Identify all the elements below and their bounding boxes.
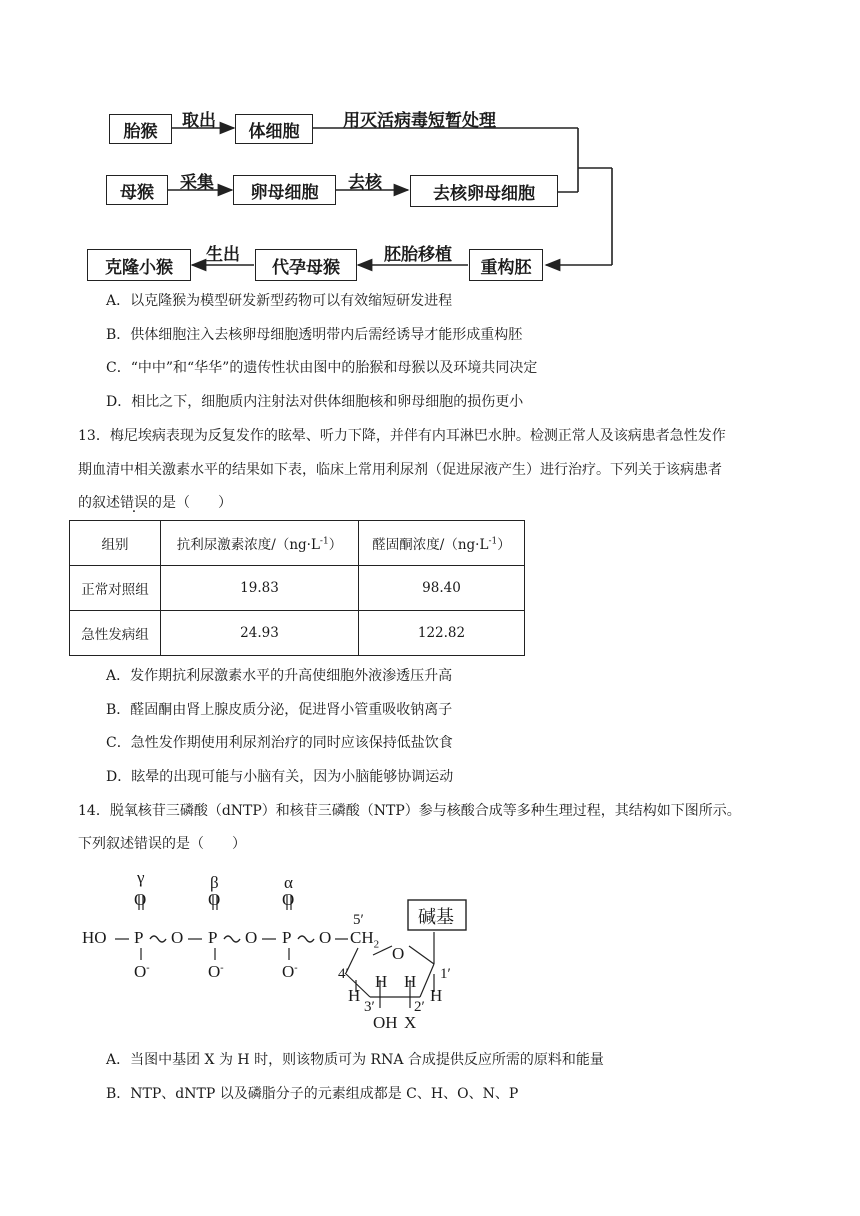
table-cell: 正常对照组 xyxy=(70,566,161,611)
atom-ho: HO xyxy=(82,928,107,947)
hormone-table xyxy=(69,520,525,656)
node-enucleated-oocyte: 去核卵母细胞 xyxy=(410,175,558,207)
table-header-adh: 抗利尿激素浓度$/(ng\cdot L^{-1})$ xyxy=(161,521,359,566)
q13-stem-line1: 13．梅尼埃病表现为反复发作的眩晕、听力下降，并伴有内耳淋巴水肿。检测正常人及该病患者急性发作 xyxy=(78,428,726,444)
label-embryo-transfer: 胚胎移植 xyxy=(384,245,452,265)
atom-ring-o: O xyxy=(392,944,405,963)
node-mother-monkey: 母猴 xyxy=(106,175,168,205)
q13-stem-line2: 期血清中相关激素水平的结果如下表，临床上常用利尿剂（促进尿液产生）进行治疗。下列关于该病患者 xyxy=(78,462,722,478)
q12-option-c: C．“中中”和“华华”的遗传性状由图中的胎猴和母猴以及环境共同决定 xyxy=(106,360,538,376)
label-2-prime: 2′ xyxy=(414,999,425,1015)
label-1-prime: 1′ xyxy=(440,966,451,982)
table-cell: 急性发病组 xyxy=(70,611,161,656)
table-row xyxy=(70,611,525,656)
table-cell: 98.40 xyxy=(359,566,525,611)
node-reconstructed-embryo: 重构胚 xyxy=(469,249,543,281)
atom-o-minus: O- xyxy=(134,962,150,981)
atom-oh: OH xyxy=(373,1013,398,1032)
label-alpha: α xyxy=(284,873,293,892)
atom-o: O xyxy=(319,928,332,947)
base-box: 碱基 xyxy=(418,907,454,928)
node-somatic-cell: 体细胞 xyxy=(235,114,313,144)
structure-bonds xyxy=(0,860,860,1040)
q14-option-a: A．当图中基团 X 为 H 时，则该物质可为 RNA 合成提供反应所需的原料和能量 xyxy=(106,1052,604,1068)
label-birth: 生出 xyxy=(206,245,240,265)
q13-stem-line3 xyxy=(78,493,232,513)
q14-stem-line2: 下列叙述错误的是（ ） xyxy=(78,836,246,852)
label-beta: β xyxy=(210,873,219,892)
q13-option-a: A．发作期抗利尿激素水平的升高使细胞外液渗透压升高 xyxy=(106,668,453,684)
q12-option-d: D．相比之下，细胞质内注射法对供体细胞核和卵母细胞的损伤更小 xyxy=(106,394,524,410)
atom-o: O xyxy=(208,890,221,909)
atom-h: H xyxy=(348,986,361,1005)
atom-p: P xyxy=(208,928,218,947)
node-surrogate-mother: 代孕母猴 xyxy=(255,249,357,281)
node-oocyte: 卵母细胞 xyxy=(233,175,336,205)
q13-stem-text: 的叙述 xyxy=(78,495,120,511)
q12-option-b: B．供体细胞注入去核卵母细胞透明带内后需经诱导才能形成重构胚 xyxy=(106,327,523,343)
label-4-prime: 4′ xyxy=(338,966,349,982)
q13-stem-end: 的是（ ） xyxy=(148,495,232,511)
label-3-prime: 3′ xyxy=(364,999,375,1015)
q13-option-b: B．醛固酮由肾上腺皮质分泌，促进肾小管重吸收钠离子 xyxy=(106,702,453,718)
atom-o: O xyxy=(245,928,258,947)
atom-x: X xyxy=(404,1013,417,1032)
label-5-prime: 5′ xyxy=(353,912,364,928)
atom-o: O xyxy=(282,890,295,909)
table-row xyxy=(70,566,525,611)
table-header-group: 组别 xyxy=(70,521,161,566)
table-cell: 24.93 xyxy=(161,611,359,656)
label-take-out: 取出 xyxy=(182,111,216,131)
atom-o: O xyxy=(171,928,184,947)
q14-option-b: B．NTP、dNTP 以及磷脂分子的元素组成都是 C、H、O、N、P xyxy=(106,1086,519,1102)
q12-option-a: A．以克隆猴为模型研发新型药物可以有效缩短研发进程 xyxy=(106,293,453,309)
table-header-aldosterone: 醛固酮浓度$/(ng\cdot L^{-1})$ xyxy=(359,521,525,566)
table-cell: 122.82 xyxy=(359,611,525,656)
atom-o-minus: O- xyxy=(282,962,298,981)
label-collect: 采集 xyxy=(180,173,214,193)
atom-p: P xyxy=(282,928,292,947)
q13-option-d: D．眩晕的出现可能与小脑有关，因为小脑能够协调运动 xyxy=(106,769,454,785)
atom-o-minus: O- xyxy=(208,962,224,981)
label-virus-treatment: 用灭活病毒短暂处理 xyxy=(343,111,496,131)
node-fetal-monkey: 胎猴 xyxy=(109,114,172,144)
atom-h: H xyxy=(375,972,388,991)
q13-emphasis-wrong: 错误 xyxy=(120,495,148,511)
q13-option-c: C．急性发作期使用利尿剂治疗的同时应该保持低盐饮食 xyxy=(106,735,453,751)
label-enucleate: 去核 xyxy=(348,173,382,193)
table-header-row xyxy=(70,521,525,566)
label-gamma: γ xyxy=(137,868,145,887)
q14-stem-line1: 14．脱氧核苷三磷酸（dNTP）和核苷三磷酸（NTP）参与核酸合成等多种生理过程，其结构如下图所示。 xyxy=(78,803,741,819)
atom-p: P xyxy=(134,928,144,947)
atom-o: O xyxy=(134,890,147,909)
node-clone-monkey: 克隆小猴 xyxy=(87,249,191,281)
atom-h: H xyxy=(404,972,417,991)
table-cell: 19.83 xyxy=(161,566,359,611)
atom-ch2: $CH_2$ xyxy=(350,928,380,951)
atom-h: H xyxy=(430,986,443,1005)
